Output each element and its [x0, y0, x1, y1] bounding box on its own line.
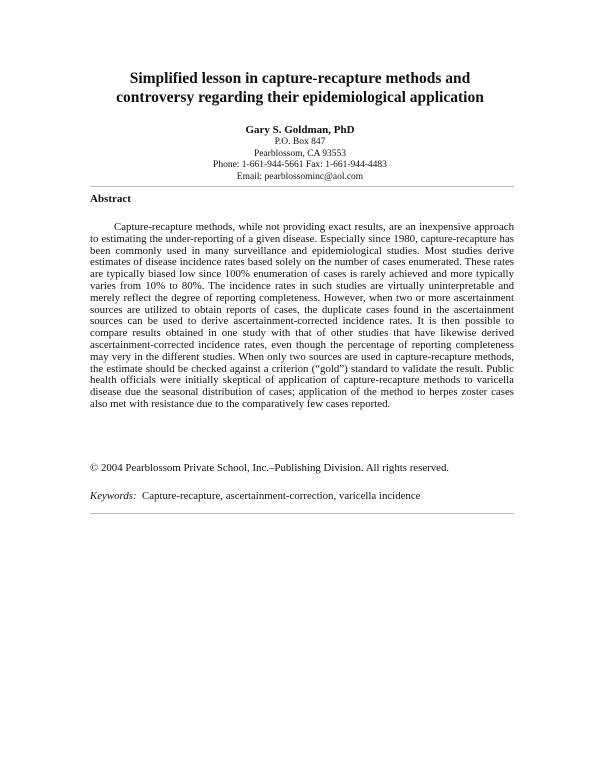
- title-line-2: controversy regarding their epidemiological application: [116, 89, 484, 106]
- title-line-1: Simplified lesson in capture-recapture methods and: [129, 70, 471, 87]
- abstract-heading: Abstract: [90, 193, 131, 205]
- paper-title: [60, 69, 540, 107]
- author-name: Gary S. Goldman, PhD: [245, 124, 355, 136]
- bottom-divider: [90, 513, 514, 514]
- email: Email: pearblossominc@aol.com: [236, 171, 364, 182]
- keywords-label: Keywords:: [90, 490, 137, 502]
- top-divider: [90, 186, 514, 187]
- abstract-body: Capture-recapture methods, while not providing exact results, are an inexpensive approach to estimating the under-reporting of a given disease. Especially since 1980, capture-recapture has been commonly used in many surveillance and epidemiological studies. Most studies derive estimates of disease incidence rates based solely on the number of cases enumerated. These rates are typically biased low since 100% enumeration of cases is rarely achieved and more typically varies from 10% to 80%. The incidence rates in such studies are virtually uninterpretable and merely reflect the degree of reporting completeness. However, when two or more ascertainment sources are utilized to obtain reports of cases, the duplicate cases found in the ascertainment sources can be used to derive ascertainment-corrected incidence rates. It is then possible to compare results obtained in one study with that of other studies that have likewise derived ascertainment-corrected incidence rates, even though the percentage of reporting completeness may very in the different studies. When only two sources are used in capture-recapture methods, the estimate should be checked against a criterion (“gold”) standard to validate the result. Public health officials were initially skeptical of application of capture-recapture methods to varicella disease due the seasonal distribution of cases; application of the method to herpes zoster cases also met with resistance due to the comparatively few cases reported.: [90, 221, 514, 410]
- address-city: Pearblossom, CA 93553: [253, 148, 347, 159]
- copyright-notice: © 2004 Pearblossom Private School, Inc.–Publishing Division. All rights reserved.: [90, 462, 450, 474]
- keywords-text: Capture-recapture, ascertainment-correction, varicella incidence: [142, 490, 421, 502]
- author-block: [150, 123, 450, 183]
- keywords: [90, 490, 514, 502]
- phone-fax: Phone: 1-661-944-5661 Fax: 1-661-944-4483: [213, 160, 387, 170]
- address-po-box: P.O. Box 847: [274, 137, 326, 147]
